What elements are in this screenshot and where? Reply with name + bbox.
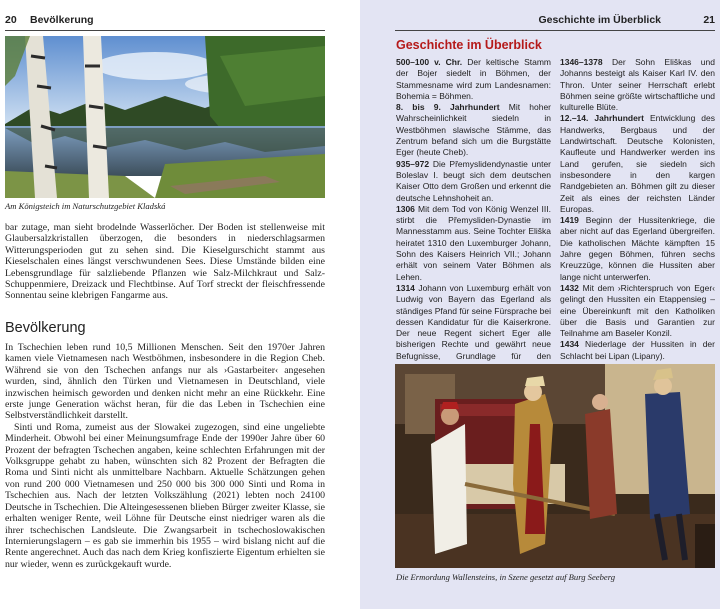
photo-caption-right: Die Ermordung Wallensteins, in Szene gesetzt auf Burg Seeberg <box>396 572 616 582</box>
timeline-entry: 1306 Mit dem Tod von König Wenzel III. stirbt die Přemysliden-Dynastie im Mannesstamm aus. Seine Tochter Eliška heiratet 1310 den Luxemburger Johann, Sohn des Kaisers Heinrich VII.; Johann erhält von seinem Vater Böhmen als Lehen. <box>396 203 551 282</box>
paragraph-salt-plants: bar zutage, man sieht brodelnde Wasserlöcher. Der Boden ist stellenweise mit Glaubersalzkristallen überzogen, die besonders in niederschlagsarmen Witterungsperioden gut zu sehen sind. Die Kieselgurschicht stammt aus Kieselschalen eines längst verschwundenen Sees. Diese Umstände bilden eine Lebensgrundlage für salzliebende Pflanzen wie Salz-Milchkraut und Salz-Schuppenmiere, Dreizack und Flechtbinse. Auf Torf streckt der fleischfressende Sonnentau seine klebrigen Fangarme aus. <box>5 222 325 302</box>
page-number-left: 20 <box>5 14 17 26</box>
timeline-entry: 500–100 v. Chr. Der keltische Stamm der Bojer siedelt in Böhmen, der Stammesname wird zum Landesnamen: Bohemia = Böhmen. <box>396 57 551 101</box>
running-head-right: Geschichte im Überblick <box>538 14 661 26</box>
body-text-top <box>5 222 325 302</box>
body-text-population <box>5 342 325 570</box>
history-title: Geschichte im Überblick <box>396 38 542 52</box>
page-number-right: 21 <box>703 14 715 26</box>
running-head-left: Bevölkerung <box>30 14 94 26</box>
timeline-entry: 1419 Beginn der Hussitenkriege, die aber nicht auf das Egerland übergreifen. Die katholischen Mächte kämpften 15 Jahre gegen Böhmen, führen sechs Kreuzzüge, können die Hussiten aber lange nicht unterwerfen. <box>560 215 715 282</box>
paragraph-vietnamese: In Tschechien leben rund 10,5 Millionen Menschen. Seit den 1970er Jahren kamen viele Vietnamesen nach Westböhmen, insbesondere in die Region Cheb. Während sie von den Tschechen anfangs nur als ›Gastarbeiter‹ angesehen wurden, sind, ähnlich den Türken und Vietnamesen in Deutschland, viele inzwischen heimisch geworden und denken nicht mehr an eine Rückkehr. Eine erste junge Generation wächst heran, für die das Leben in Tschechien eine Selbstverständlichkeit darstellt. <box>5 342 325 422</box>
timeline-column-2 <box>560 57 715 396</box>
header-rule-right <box>395 30 715 31</box>
paragraph-sinti-roma: Sinti und Roma, zumeist aus der Slowakei zugezogen, sind eine ungeliebte Minderheit. Obwohl bei einer Meinungsumfrage Ende der 1990er Jahre über 60 Prozent der befragten Tschechen angaben, keine schlechten Erfahrungen mit der Volksgruppe gehabt zu haben, wünschten sich 82 Prozent der Befragten die Roma und Sinti nicht als unmittelbare Nachbarn. Aktuelle Schätzungen gehen von rund 200 000 Vietnamesen und 250 000 bis 300 000 Sinti und Roma in Tschechien aus. Nach der letzten Volkszählung (2021) lebten noch 24100 Deutsche in Tschechien. Die Alteingesessenen blieben Bürger zweiter Klasse, sie erhalten weniger Rente, weil Löhne für Deutsche einst niedriger waren als die ihrer tschechischen Landsleute. Die Zwangsarbeit in tschechoslowakischen Internierungslagern – es gab sie immerhin bis 1955 – wird bislang nicht auf die Rente angerechnet. Auch das nach dem Krieg konfiszierte Eigentum erhielten sie nur wieder, wenn es zurückgekauft wurde. <box>5 421 325 570</box>
timeline-entry: 8. bis 9. Jahrhundert Mit hoher Wahrscheinlichkeit siedeln in Westböhmen slawische Stämme, das Zentrum befand sich um die Burgstätte Eger (heute Cheb). <box>396 102 551 158</box>
timeline-column-1 <box>396 57 551 396</box>
section-heading: Bevölkerung <box>5 320 86 336</box>
timeline-entry: 12.–14. Jahrhundert Entwicklung des Handwerks, Bergbaus und der Landwirtschaft. Deutsche Kolonisten, Kaufleute und Handwerker werden ins Land gerufen, sie siedeln sich insbesondere in den kargen Randgebieten an. Böhmen gilt zu dieser Zeit als eines der reichsten Länder Europas. <box>560 113 715 214</box>
photo-caption-left: Am Königsteich im Naturschutzgebiet Kladská <box>5 201 166 211</box>
lake-photo <box>5 36 325 198</box>
wallenstein-scene-photo <box>395 364 715 568</box>
header-rule-left <box>5 30 325 31</box>
timeline-entry: 1346–1378 Der Sohn Eliškas und Johanns besteigt als Kaiser Karl IV. den Thron. Unter seiner Herrschaft erlebt Böhmen seine größte wirtschaftliche und kulturelle Blüte. <box>560 57 715 113</box>
timeline-entry: 935–972 Die Přemyslidendynastie unter Boleslav I. beugt sich dem deutschen Kaiser Otto dem Großen und erkennt die deutsche Lehnshoheit an. <box>396 158 551 203</box>
timeline-entry: 1432 Mit dem ›Richterspruch von Eger‹ gelingt den Hussiten ein Etappensieg – eine Übereinkunft mit den Katholiken über die Basis und Garantien zur Teilnahme am Baseler Konzil. <box>560 282 715 339</box>
timeline-entry: 1314 Johann von Luxemburg erhält von Ludwig von Bayern das Egerland als ständiges Pfand für seine Fürsprache bei dessen Kandidatur für die Kaiserkrone. Der neue Regent sichert Eger alle bisherigen Rechte und gewährt neue Befugnisse, Grundlage für den <box>396 282 551 361</box>
timeline-entry: 1434 Niederlage der Hussiten in der Schlacht bei Lipan (Lipany). <box>560 339 715 361</box>
